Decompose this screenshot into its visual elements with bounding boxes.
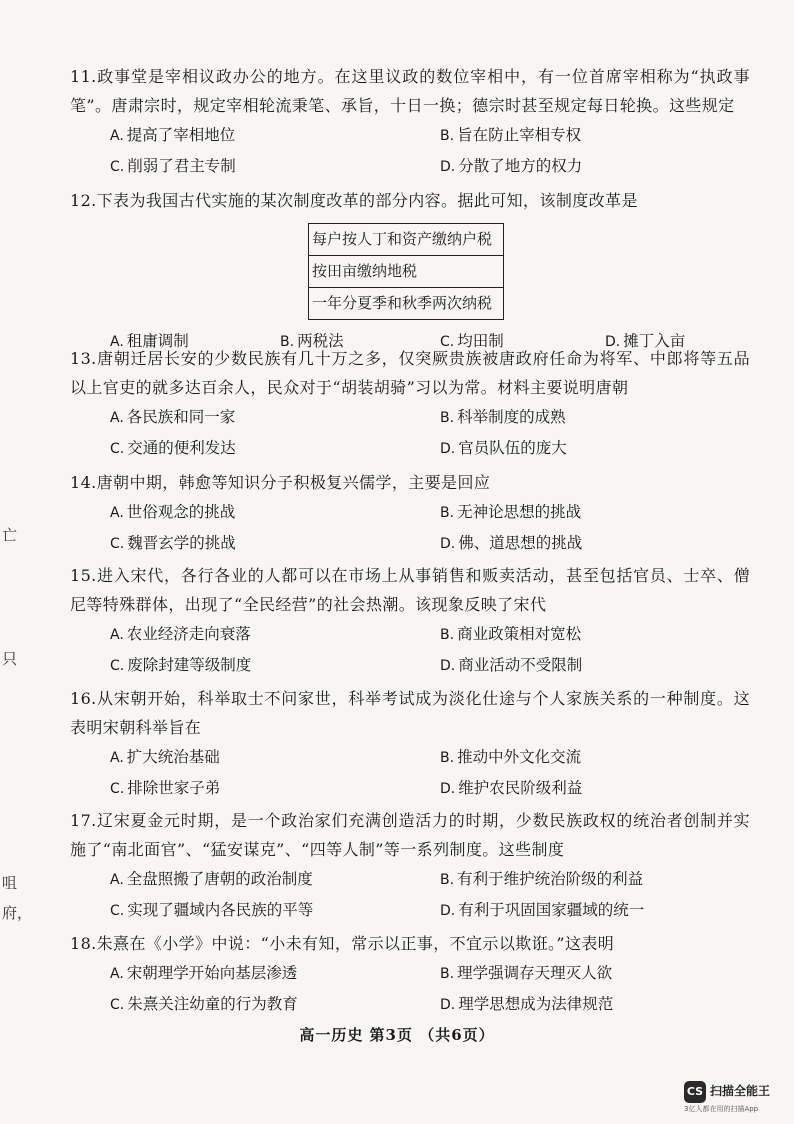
question-stem: 14.唐朝中期，韩愈等知识分子积极复兴儒学，主要是回应 (70, 473, 491, 492)
margin-char: 只 (2, 650, 18, 668)
option-d[interactable]: D. 理学思想成为法律规范 (440, 995, 614, 1013)
option-d[interactable]: D. 官员队伍的庞大 (440, 439, 567, 457)
question-stem: 16.从宋朝开始，科举取士不问家世，科举考试成为淡化仕途与个人家族关系的一种制度。这表明宋朝科举旨在 (70, 689, 750, 737)
options (70, 864, 750, 926)
table-row: 按田亩缴纳地税 (309, 256, 503, 288)
option-d[interactable]: D. 维护农民阶级利益 (440, 779, 583, 797)
options (70, 497, 750, 559)
option-a[interactable]: A. 各民族和同一家 (110, 408, 236, 426)
options (70, 402, 750, 464)
reform-table (308, 223, 504, 320)
option-a[interactable]: A. 全盘照搬了唐朝的政治制度 (110, 870, 313, 888)
option-c[interactable]: C. 实现了疆域内各民族的平等 (110, 901, 314, 919)
option-b[interactable]: B. 商业政策相对宽松 (440, 625, 582, 643)
options (70, 742, 750, 804)
scanner-name: 扫描全能王 (710, 1084, 771, 1098)
question-stem: 12.下表为我国古代实施的某次制度改革的部分内容。据此可知，该制度改革是 (70, 191, 638, 210)
option-d[interactable]: D. 有利于巩固国家疆域的统一 (440, 901, 645, 919)
cs-logo-icon: CS (684, 1081, 706, 1103)
question-stem: 15.进入宋代，各行各业的人都可以在市场上从事销售和贩卖活动，甚至包括官员、士卒、僧尼等特殊群体，出现了“全民经营”的社会热潮。该现象反映了宋代 (70, 566, 750, 614)
option-c[interactable]: C. 废除封建等级制度 (110, 656, 252, 674)
question-stem: 18.朱熹在《小学》中说：“小未有知，常示以正事，不宜示以欺诳。”这表明 (70, 934, 615, 953)
page-footer: 高一历史 第3页 （共6页） (299, 1026, 495, 1044)
options (70, 958, 750, 1020)
scanner-tagline: 3亿人都在用的扫描App (684, 1105, 759, 1113)
margin-char: 亡 (2, 526, 18, 544)
option-b[interactable]: B. 推动中外文化交流 (440, 748, 582, 766)
question-14 (70, 468, 750, 559)
options (70, 619, 750, 681)
option-b[interactable]: B. 两税法 (280, 332, 344, 350)
question-stem: 17.辽宋夏金元时期，是一个政治家们充满创造活力的时期，少数民族政权的统治者创制并实施了“南北面官”、“猛安谋克”、“四等人制”等一系列制度。这些制度 (70, 811, 750, 859)
table-row: 每户按人丁和资产缴纳户税 (309, 224, 503, 256)
option-a[interactable]: A. 世俗观念的挑战 (110, 503, 236, 521)
question-11 (70, 62, 750, 182)
question-13 (70, 344, 750, 464)
option-c[interactable]: C. 魏晋玄学的挑战 (110, 534, 236, 552)
option-d[interactable]: D. 佛、道思想的挑战 (440, 534, 583, 552)
table-row: 一年分夏季和秋季两次纳税 (312, 294, 493, 312)
option-c[interactable]: C. 均田制 (440, 332, 504, 350)
question-12 (70, 186, 750, 357)
option-b[interactable]: B. 旨在防止宰相专权 (440, 126, 582, 144)
option-c[interactable]: C. 交通的便利发达 (110, 439, 236, 457)
option-c[interactable]: C. 削弱了君主专制 (110, 157, 236, 175)
margin-char: 咀 (2, 874, 18, 892)
scanner-watermark (684, 1079, 784, 1115)
question-15 (70, 561, 750, 681)
option-c[interactable]: C. 朱熹关注幼童的行为教育 (110, 995, 298, 1013)
option-a[interactable]: A. 提高了宰相地位 (110, 126, 236, 144)
option-d[interactable]: D. 摊丁入亩 (605, 332, 686, 350)
option-b[interactable]: B. 理学强调存天理灭人欲 (440, 964, 613, 982)
question-stem: 11.政事堂是宰相议政办公的地方。在这里议政的数位宰相中，有一位首席宰相称为“执政事笔”。唐肃宗时，规定宰相轮流秉笔、承旨，十日一换；德宗时甚至规定每日轮换。这些规定 (70, 67, 750, 115)
question-17 (70, 806, 750, 926)
option-d[interactable]: D. 商业活动不受限制 (440, 656, 583, 674)
option-c[interactable]: C. 排除世家子弟 (110, 779, 221, 797)
option-b[interactable]: B. 无神论思想的挑战 (440, 503, 582, 521)
option-b[interactable]: B. 科举制度的成熟 (440, 408, 566, 426)
question-stem: 13.唐朝迁居长安的少数民族有几十万之多，仅突厥贵族被唐政府任命为将军、中郎将等五品以上官吏的就多达百余人，民众对于“胡装胡骑”习以为常。材料主要说明唐朝 (70, 349, 750, 397)
question-18 (70, 929, 750, 1020)
option-b[interactable]: B. 有利于维护统治阶级的利益 (440, 870, 644, 888)
option-a[interactable]: A. 租庸调制 (110, 332, 189, 350)
options (70, 120, 750, 182)
question-16 (70, 684, 750, 804)
option-a[interactable]: A. 宋朝理学开始向基层渗透 (110, 964, 298, 982)
option-a[interactable]: A. 扩大统治基础 (110, 748, 220, 766)
option-d[interactable]: D. 分散了地方的权力 (440, 157, 583, 175)
option-a[interactable]: A. 农业经济走向衰落 (110, 625, 251, 643)
margin-char: 府， (2, 904, 33, 922)
